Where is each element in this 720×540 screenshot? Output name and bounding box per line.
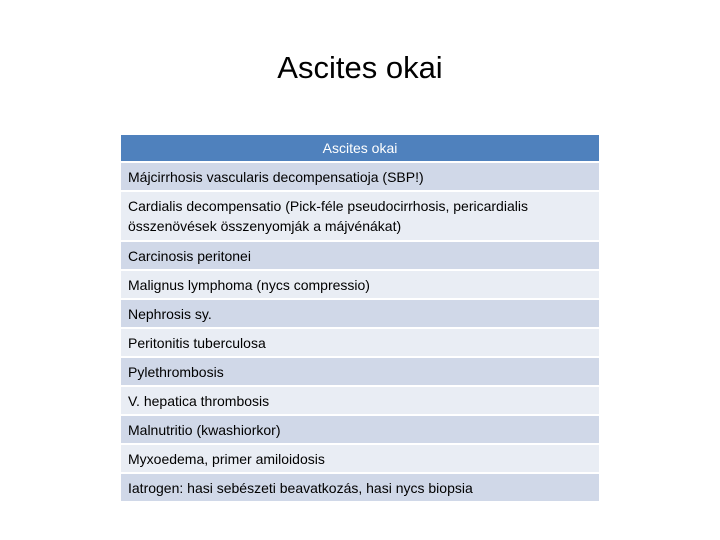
table-cell: Peritonitis tuberculosa [128, 334, 266, 351]
table-cell: Carcinosis peritonei [128, 247, 251, 264]
table-row [121, 329, 599, 358]
table-cell: Myxoedema, primer amiloidosis [128, 450, 325, 467]
table-row [121, 242, 599, 271]
table-cell: Malnutritio (kwashiorkor) [128, 421, 281, 438]
table-cell: V. hepatica thrombosis [128, 392, 270, 409]
table-row [121, 192, 599, 242]
table-cell: Pylethrombosis [128, 363, 224, 380]
table-cell: Iatrogen: hasi sebészeti beavatkozás, hasi nycs biopsia [128, 479, 473, 496]
table-row [121, 416, 599, 445]
table-row [121, 387, 599, 416]
table-row [121, 445, 599, 474]
table-cell: Májcirrhosis vascularis decompensatioja (SBP!) [128, 168, 424, 185]
table-row [121, 474, 599, 503]
table-header: Ascites okai [121, 135, 599, 163]
table-row [121, 300, 599, 329]
slide-title: Ascites okai [277, 50, 443, 85]
table-cell: Cardialis decompensatio (Pick-féle pseudocirrhosis, pericardialis összenövések összenyomják a májvénákat) [128, 198, 528, 234]
table-row [121, 163, 599, 192]
table-row [121, 271, 599, 300]
table-cell: Malignus lymphoma (nycs compressio) [128, 276, 370, 293]
table-cell: Nephrosis sy. [128, 305, 212, 322]
table-row [121, 358, 599, 387]
causes-table [121, 135, 599, 503]
